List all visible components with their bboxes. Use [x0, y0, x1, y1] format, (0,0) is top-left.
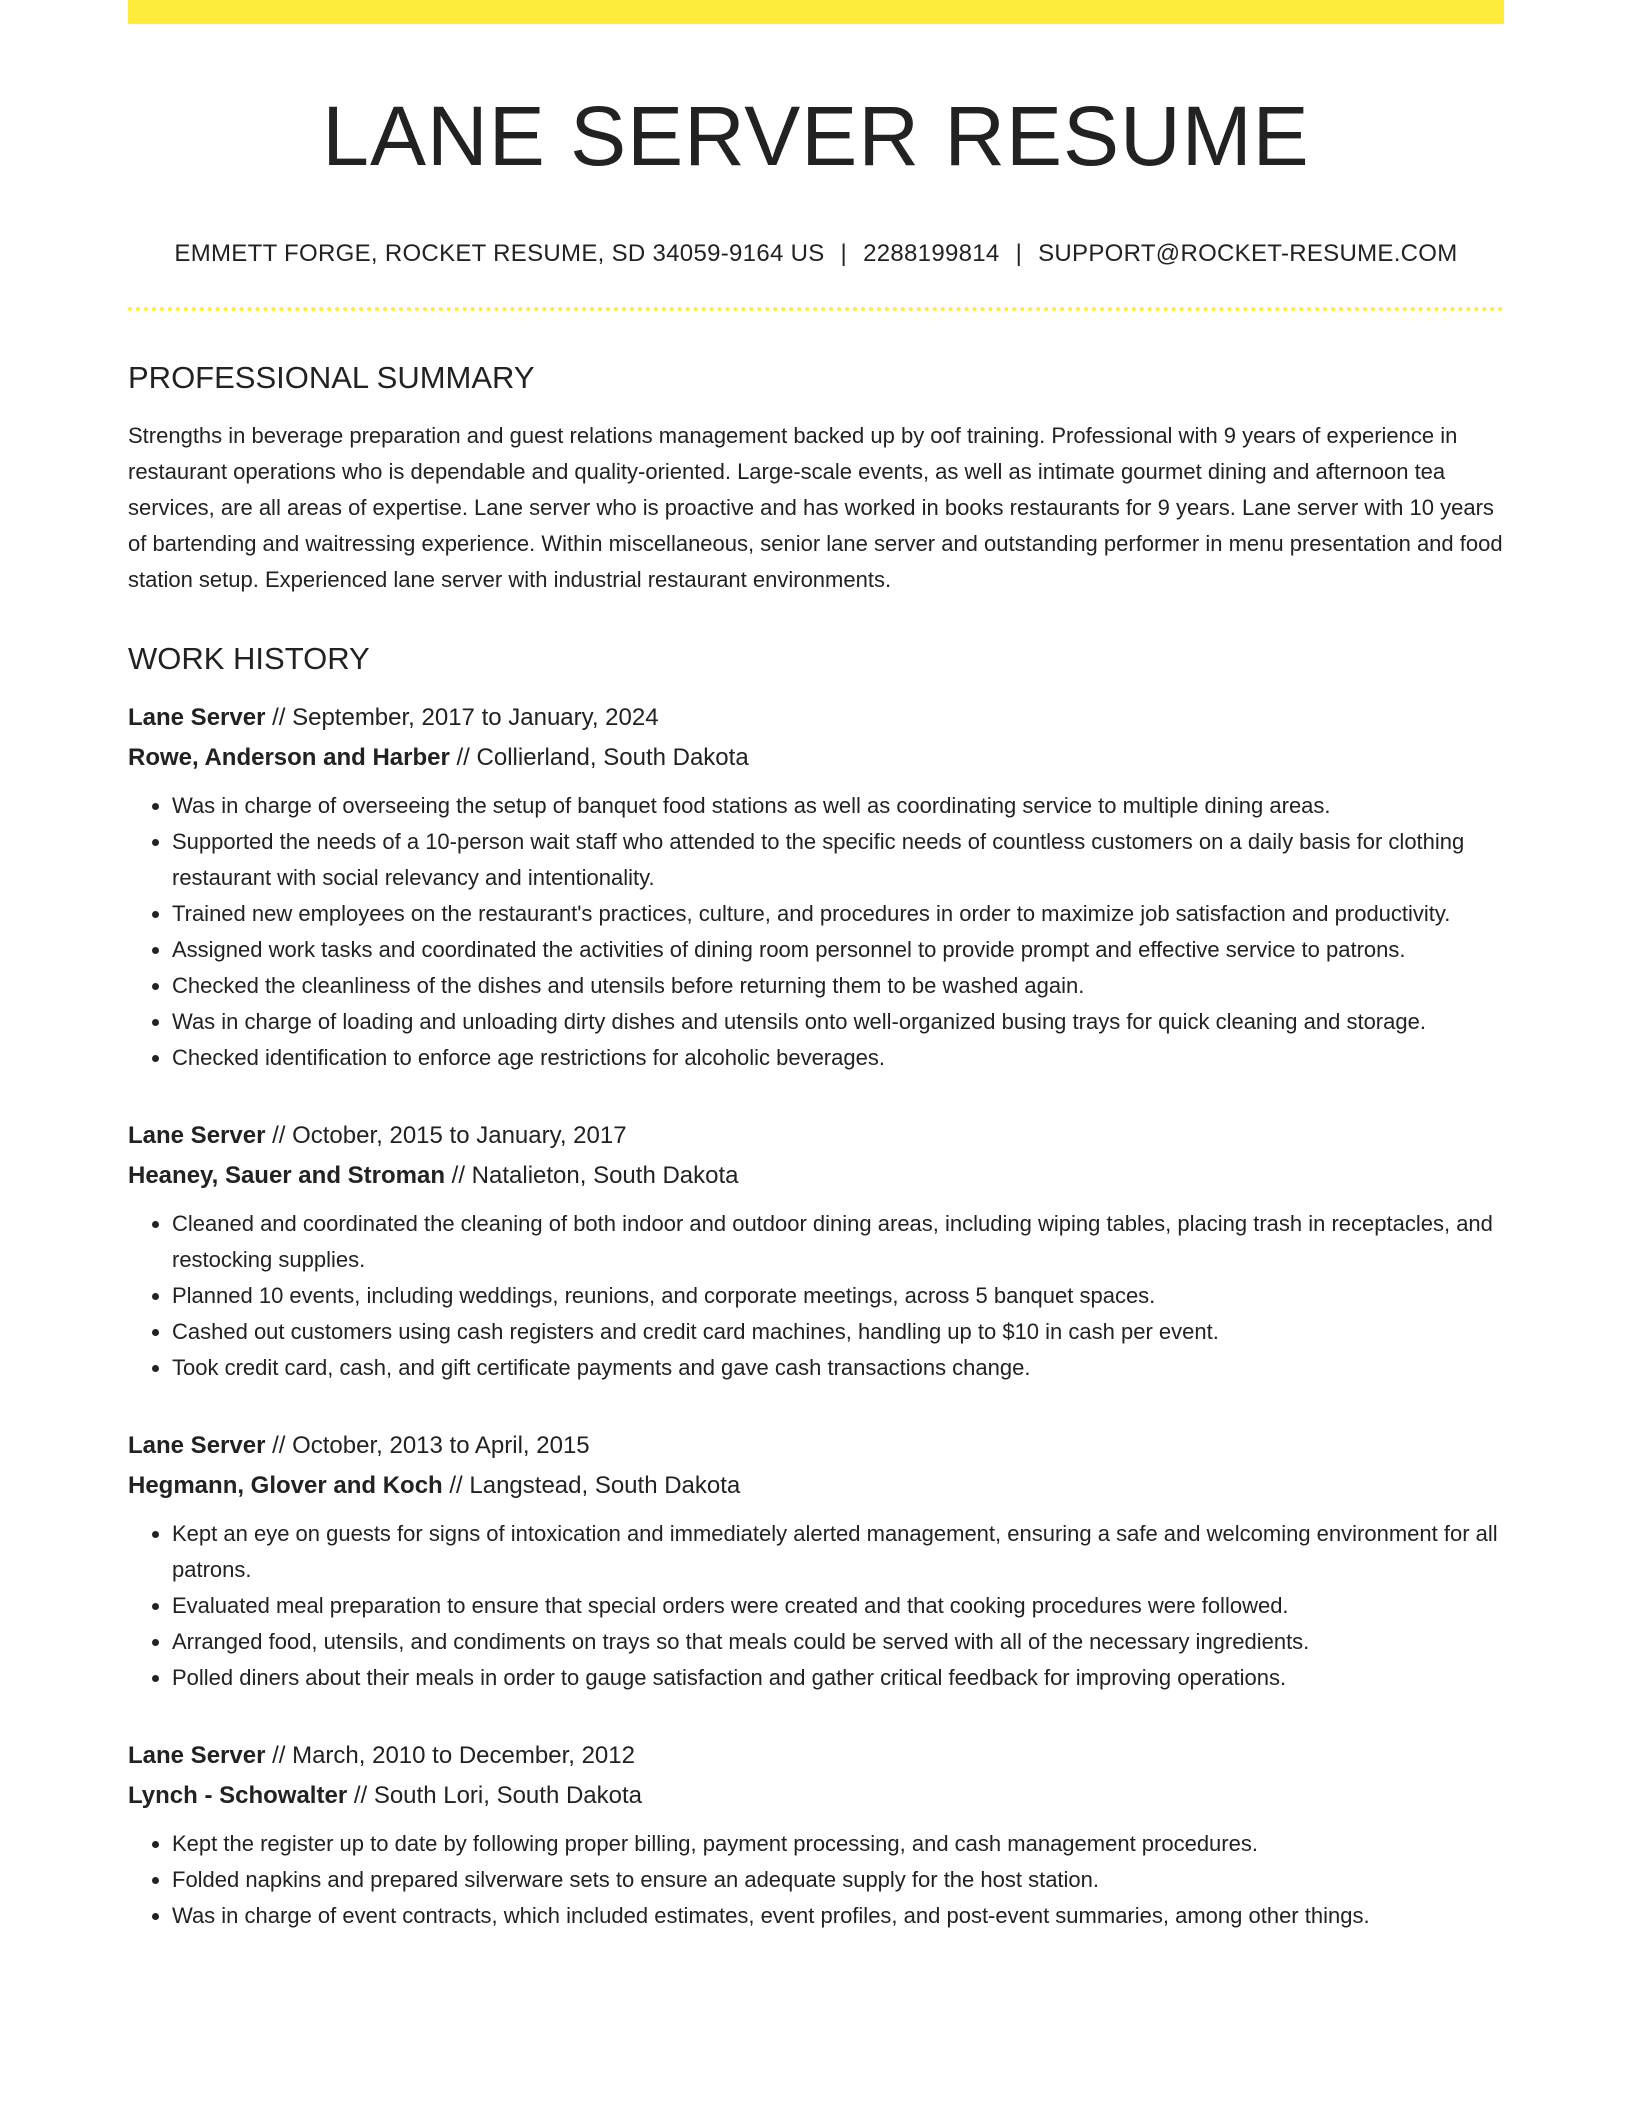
job-location: // Natalieton, South Dakota	[445, 1161, 739, 1189]
accent-top-bar	[128, 0, 1504, 24]
job-role: Lane Server	[128, 703, 266, 731]
job-bullet-list	[128, 1826, 1504, 1934]
job-bullet: • Was in charge of event contracts, which included estimates, event profiles, and post-event summaries, among other things.	[172, 1898, 1504, 1934]
job-role: Lane Server	[128, 1431, 266, 1459]
job-bullet: • Trained new employees on the restaurant's practices, culture, and procedures in order to maximize job satisfaction and productivity.	[172, 896, 1504, 932]
job-company: Rowe, Anderson and Harber	[128, 743, 450, 771]
contact-address: EMMETT FORGE, ROCKET RESUME, SD 34059-9164 US	[174, 240, 825, 268]
job-company: Hegmann, Glover and Koch	[128, 1471, 443, 1499]
job-company-line	[128, 1156, 1504, 1196]
contact-separator: |	[1015, 240, 1023, 268]
job-role: Lane Server	[128, 1741, 266, 1769]
job-dates: // October, 2015 to January, 2017	[265, 1121, 627, 1149]
job-bullet: • Supported the needs of a 10-person wait staff who attended to the specific needs of countless customers on a daily basis for clothing restaurant with social relevancy and intentionality.	[172, 824, 1504, 896]
job-company: Heaney, Sauer and Stroman	[128, 1161, 445, 1189]
job-bullet-list	[128, 1206, 1504, 1386]
job-bullet-list	[128, 788, 1504, 1076]
job-company: Lynch - Schowalter	[128, 1781, 348, 1809]
dotted-divider	[128, 307, 1504, 311]
job-bullet: • Kept the register up to date by following proper billing, payment processing, and cash management procedures.	[172, 1826, 1504, 1862]
job-bullet: • Checked identification to enforce age restrictions for alcoholic beverages.	[172, 1040, 1504, 1076]
work-history-heading: WORK HISTORY	[128, 641, 370, 677]
job-bullet: • Folded napkins and prepared silverware sets to ensure an adequate supply for the host station.	[172, 1862, 1504, 1898]
job-title-line	[128, 1426, 1504, 1466]
contact-phone: 2288199814	[863, 240, 1000, 268]
job-bullet: • Polled diners about their meals in order to gauge satisfaction and gather critical feedback for improving operations.	[172, 1660, 1504, 1696]
job-bullet: • Cashed out customers using cash registers and credit card machines, handling up to $10 in cash per event.	[172, 1314, 1504, 1350]
job-location: // South Lori, South Dakota	[347, 1781, 642, 1809]
job-role: Lane Server	[128, 1121, 266, 1149]
contact-email: SUPPORT@ROCKET-RESUME.COM	[1038, 240, 1458, 268]
job-bullet: • Was in charge of overseeing the setup of banquet food stations as well as coordinating service to multiple dining areas.	[172, 788, 1504, 824]
job-company-line	[128, 738, 1504, 778]
job-entry	[128, 1736, 1504, 1934]
job-company-line	[128, 1466, 1504, 1506]
job-title-line	[128, 1736, 1504, 1776]
job-entry	[128, 698, 1504, 1076]
job-location: // Collierland, South Dakota	[449, 743, 749, 771]
job-bullet: • Evaluated meal preparation to ensure that special orders were created and that cooking procedures were followed.	[172, 1588, 1504, 1624]
job-bullet: • Planned 10 events, including weddings, reunions, and corporate meetings, across 5 banquet spaces.	[172, 1278, 1504, 1314]
job-bullet: • Took credit card, cash, and gift certificate payments and gave cash transactions change.	[172, 1350, 1504, 1386]
job-company-line	[128, 1776, 1504, 1816]
work-history-list	[128, 698, 1504, 1934]
summary-text: Strengths in beverage preparation and guest relations management backed up by oof training. Professional with 9 years of experience in restaurant operations who is dependable and quality-oriented. Large-scale events, as well as intimate gourmet dining and afternoon tea services, are all areas of expertise. Lane server who is proactive and has worked in books restaurants for 9 years. Lane server with 10 years of bartending and waitressing experience. Within miscellaneous, senior lane server and outstanding performer in menu presentation and food station setup. Experienced lane server with industrial restaurant environments.	[128, 423, 1503, 593]
job-title-line	[128, 698, 1504, 738]
job-bullet: • Kept an eye on guests for signs of intoxication and immediately alerted management, ensuring a safe and welcoming environment for all patrons.	[172, 1516, 1504, 1588]
job-dates: // September, 2017 to January, 2024	[265, 703, 659, 731]
job-dates: // October, 2013 to April, 2015	[265, 1431, 590, 1459]
job-entry	[128, 1116, 1504, 1386]
job-entry	[128, 1426, 1504, 1696]
job-bullet: • Checked the cleanliness of the dishes and utensils before returning them to be washed again.	[172, 968, 1504, 1004]
contact-line	[128, 240, 1504, 269]
job-bullet-list	[128, 1516, 1504, 1696]
contact-separator: |	[840, 240, 848, 268]
job-bullet: • Was in charge of loading and unloading dirty dishes and utensils onto well-organized busing trays for quick cleaning and storage.	[172, 1004, 1504, 1040]
job-location: // Langstead, South Dakota	[442, 1471, 741, 1499]
resume-title: LANE SERVER RESUME	[322, 89, 1310, 183]
job-dates: // March, 2010 to December, 2012	[265, 1741, 635, 1769]
summary-heading: PROFESSIONAL SUMMARY	[128, 360, 535, 396]
job-bullet: • Cleaned and coordinated the cleaning of both indoor and outdoor dining areas, including wiping tables, placing trash in receptacles, and restocking supplies.	[172, 1206, 1504, 1278]
job-bullet: • Arranged food, utensils, and condiments on trays so that meals could be served with all of the necessary ingredients.	[172, 1624, 1504, 1660]
resume-page	[128, 0, 1504, 1934]
job-title-line	[128, 1116, 1504, 1156]
job-bullet: • Assigned work tasks and coordinated the activities of dining room personnel to provide prompt and effective service to patrons.	[172, 932, 1504, 968]
